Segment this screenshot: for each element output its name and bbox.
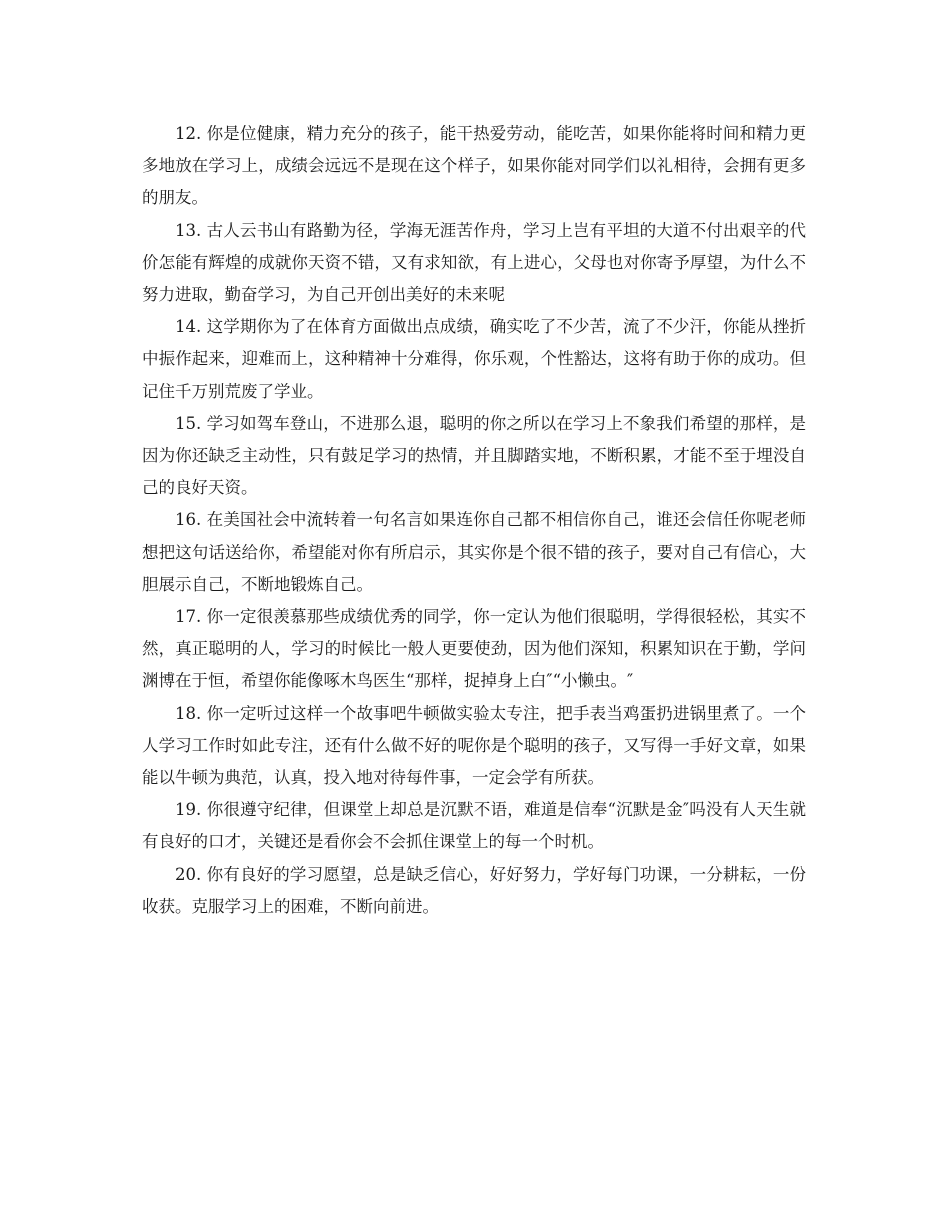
paragraph-17 <box>142 601 806 698</box>
paragraph-18 <box>142 698 806 795</box>
paragraph-text: 这学期你为了在体育方面做出点成绩，确实吃了不少苦，流了不少汗，你能从挫折中振作起来，迎难而上，这种精神十分难得，你乐观，个性豁达，这将有助于你的成功。但记住千万别荒废了学业。 <box>142 317 807 401</box>
document-body <box>142 118 806 923</box>
paragraph-text: 你一定很羡慕那些成绩优秀的同学，你一定认为他们很聪明，学得很轻松，其实不然，真正聪明的人，学习的时候比一般人更要使劲，因为他们深知，积累知识在于勤，学问渊博在于恒，希望你能像啄木鸟医生“那样，捉掉身上白″“小懒虫。″ <box>142 607 807 691</box>
paragraph-number: 19. <box>175 800 202 820</box>
paragraph-number: 20. <box>175 864 202 884</box>
paragraph-text: 你很遵守纪律，但课堂上却总是沉默不语，难道是信奉“沉默是金″吗没有人天生就有良好的口才，关键还是看你会不会抓住课堂上的每一个时机。 <box>142 800 806 852</box>
paragraph-13 <box>142 215 806 312</box>
paragraph-number: 17. <box>175 607 202 627</box>
paragraph-number: 12. <box>175 124 202 143</box>
paragraph-number: 13. <box>175 220 202 240</box>
paragraph-19 <box>142 794 806 858</box>
paragraph-number: 18. <box>175 703 202 723</box>
paragraph-12 <box>142 118 806 215</box>
paragraph-text: 在美国社会中流转着一句名言如果连你自己都不相信你自己，谁还会信任你呢老师想把这句话送给你，希望能对你有所启示，其实你是个很不错的孩子，要对自己有信心，大胆展示自己，不断地锻炼自己。 <box>142 510 807 594</box>
paragraph-number: 14. <box>175 317 202 337</box>
paragraph-text: 你有良好的学习愿望，总是缺乏信心，好好努力，学好每门功课，一分耕耘，一份收获。克服学习上的困难，不断向前进。 <box>142 864 807 916</box>
paragraph-20 <box>142 859 806 923</box>
paragraph-number: 15. <box>175 413 202 433</box>
paragraph-text: 学习如驾车登山，不进那么退，聪明的你之所以在学习上不象我们希望的那样，是因为你还缺乏主动性，只有鼓足学习的热情，并且脚踏实地，不断积累，才能不至于埋没自己的良好天资。 <box>142 413 807 498</box>
paragraph-text: 你一定听过这样一个故事吧牛顿做实验太专注，把手表当鸡蛋扔进锅里煮了。一个人学习工作时如此专注，还有什么做不好的呢你是个聪明的孩子，又写得一手好文章，如果能以牛顿为典范，认真，投入地对待每件事，一定会学有所获。 <box>142 703 807 788</box>
paragraph-text: 古人云书山有路勤为径，学海无涯苦作舟，学习上岂有平坦的大道不付出艰辛的代价怎能有辉煌的成就你天资不错，又有求知欲，有上进心，父母也对你寄予厚望，为什么不努力进取，勤奋学习，为自己开创出美好的未来呢 <box>142 220 807 305</box>
paragraph-16 <box>142 504 806 601</box>
paragraph-number: 16. <box>175 510 202 530</box>
paragraph-text: 你是位健康，精力充分的孩子，能干热爱劳动，能吃苦，如果你能将时间和精力更多地放在学习上，成绩会远远不是现在这个样子，如果你能对同学们以礼相待，会拥有更多的朋友。 <box>142 124 807 208</box>
paragraph-14 <box>142 311 806 408</box>
paragraph-15 <box>142 408 806 505</box>
